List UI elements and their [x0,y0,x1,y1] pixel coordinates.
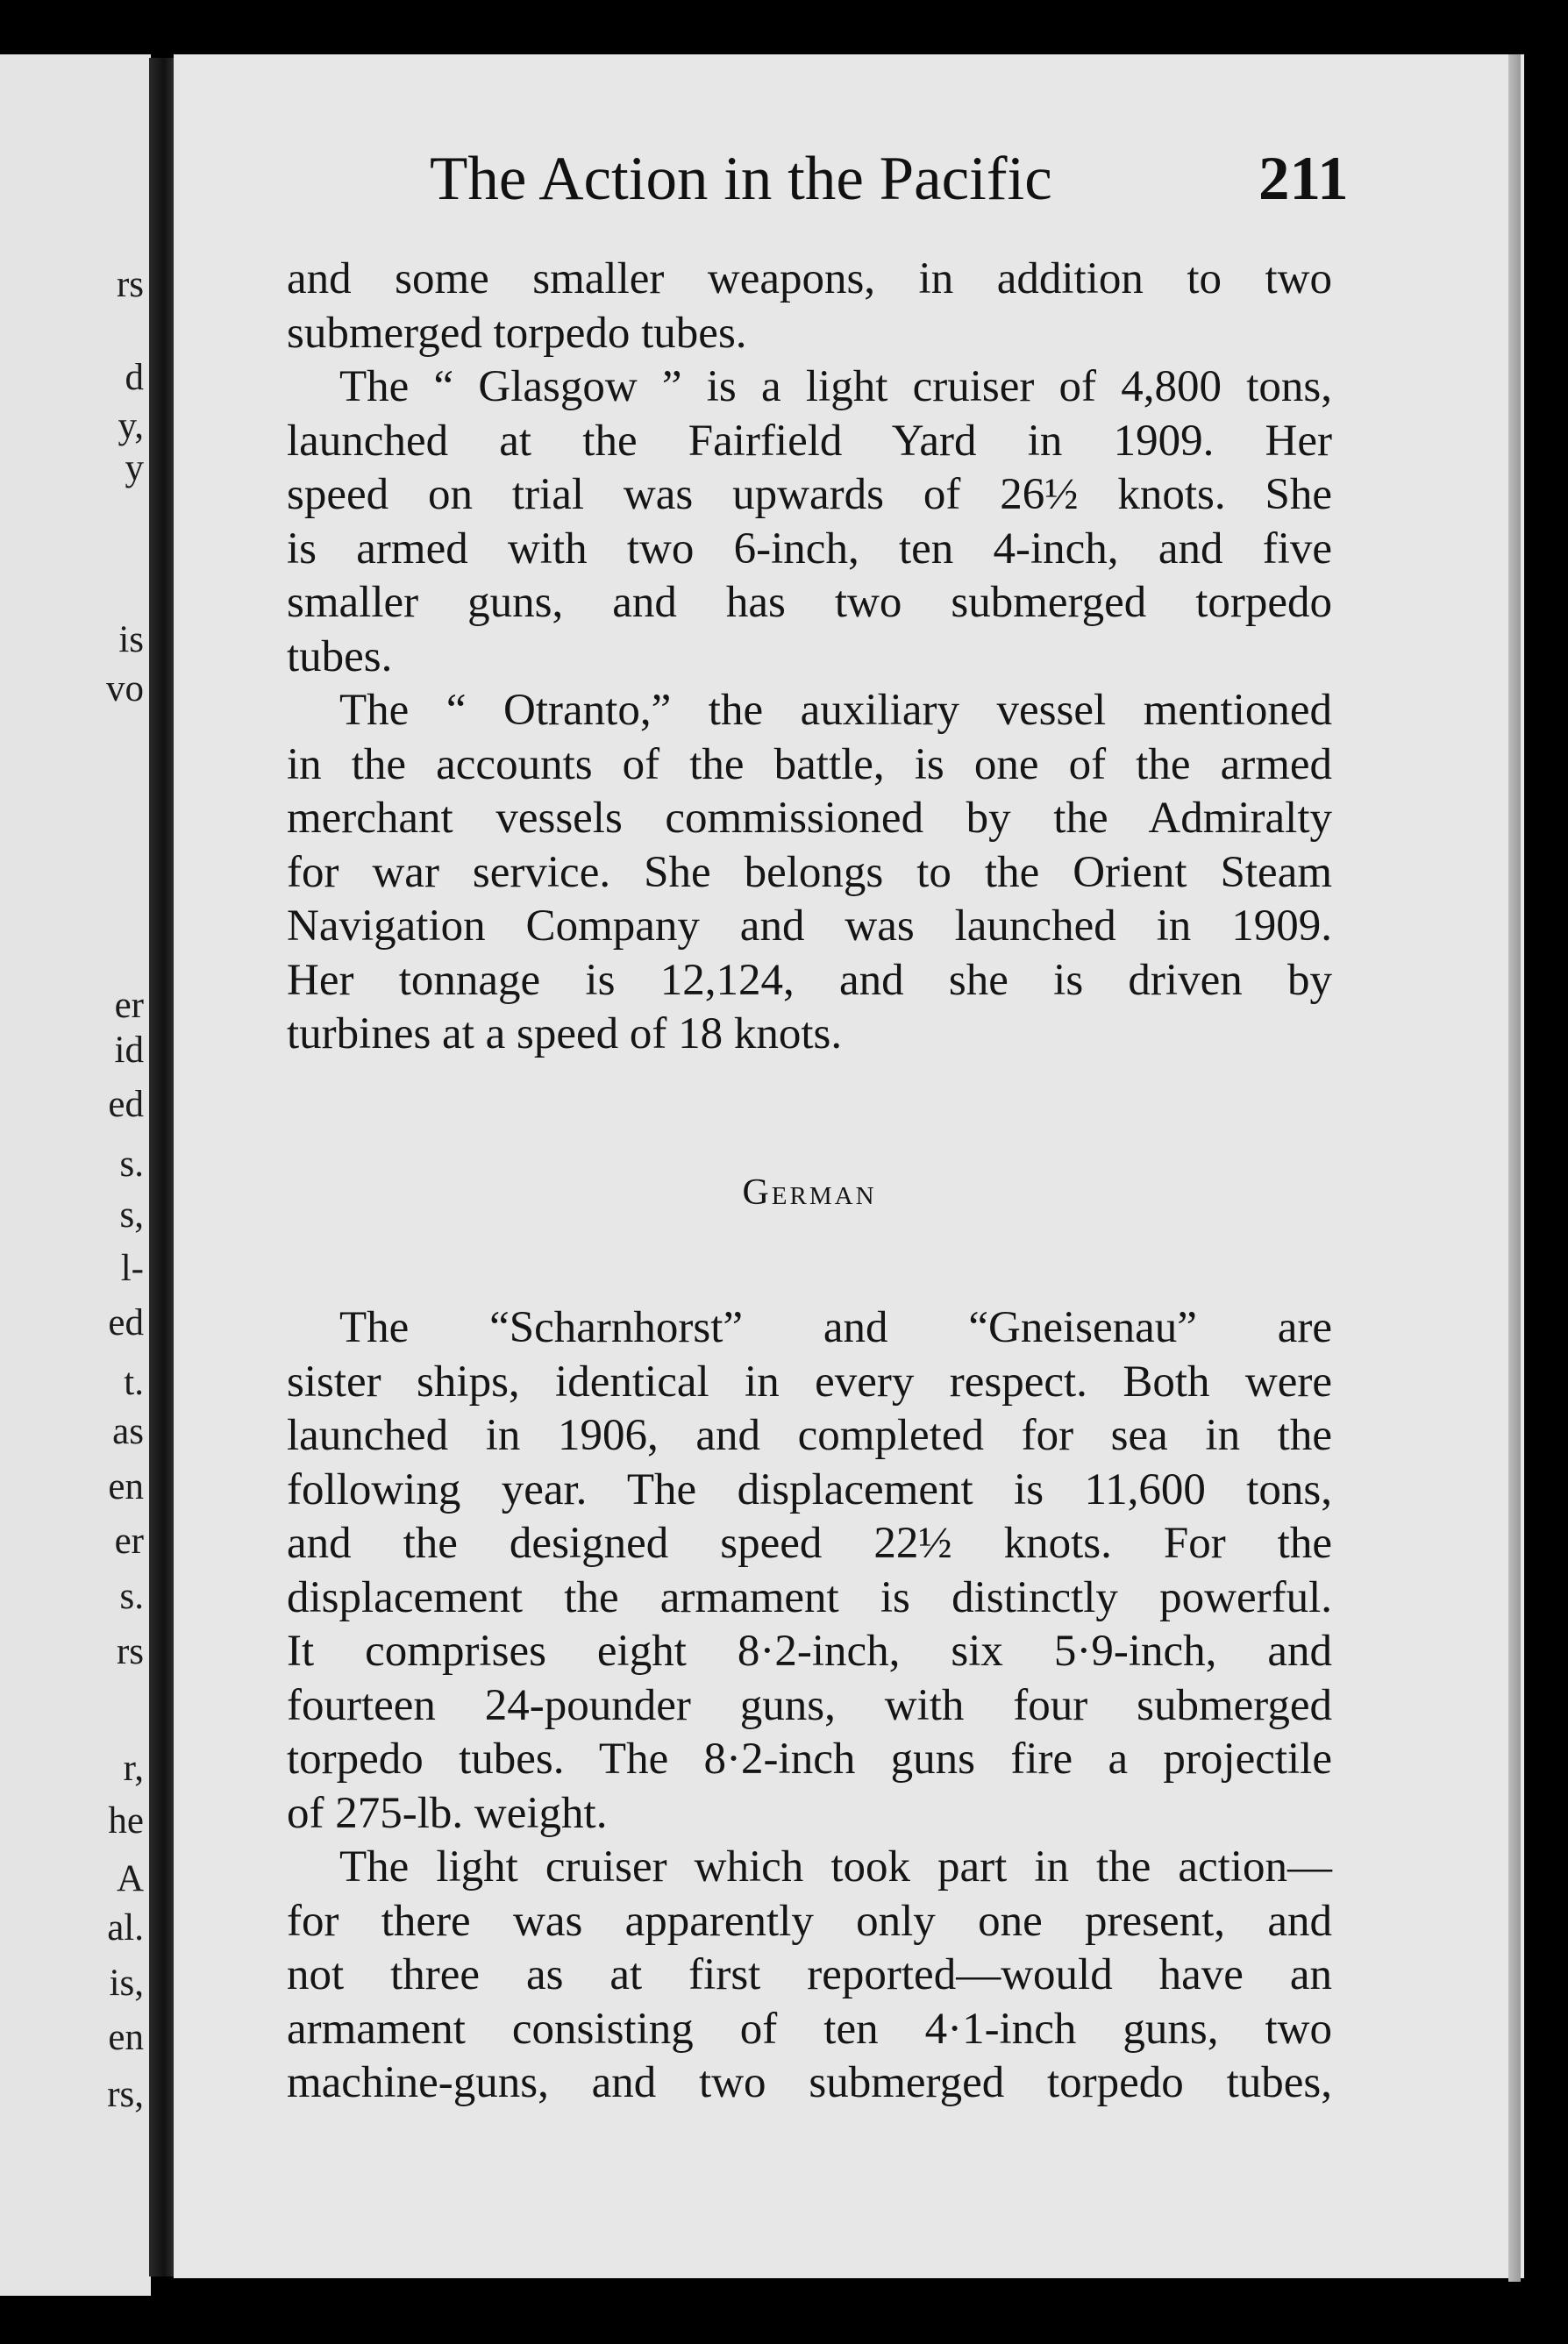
facing-page-text-fragment: he [108,1799,144,1842]
facing-page-text-fragment: d [125,357,144,399]
facing-page-text-fragment: rs, [107,2073,144,2115]
facing-page-text-fragment: al. [107,1907,144,1949]
text-line: displacement the armament is distinctly powerful. [287,1572,1332,1622]
text-line: for there was apparently only one present, and [287,1896,1332,1946]
facing-page-text-fragment: t. [124,1361,144,1403]
text-line: torpedo tubes. The 8·2-inch guns fire a projectile [287,1735,1332,1784]
facing-page-text-fragment: y, [118,404,144,446]
text-line: The light cruiser which took part in the action— [339,1842,1332,1892]
facing-page-text-fragment: as [112,1411,144,1453]
text-line: sister ships, identical in every respect. Both were [287,1357,1332,1407]
text-line: The “ Glasgow ” is a light cruiser of 4,800 tons, [339,362,1332,411]
facing-page-text-fragment: is [118,618,144,660]
facing-page-text-fragment: ed [108,1083,144,1125]
facing-page-text-fragment: er [114,985,144,1027]
text-line: smaller guns, and has two submerged torpedo [287,578,1332,627]
body-text-lower [287,1301,1332,2111]
running-title: The Action in the Pacific [430,145,1052,213]
facing-page-text-fragment: s. [119,1144,144,1186]
text-line: turbines at a speed of 18 knots. [287,1009,843,1058]
facing-page-text-fragment: A [116,1858,144,1900]
facing-page-text-fragment: vo [106,667,144,709]
text-line: is armed with two 6-inch, ten 4-inch, and five [287,524,1332,574]
text-line: armament consisting of ten 4·1-inch guns, two [287,2004,1332,2054]
facing-page-text-fragment: s. [119,1575,144,1617]
text-line: speed on trial was upwards of 26½ knots. She [287,470,1332,519]
facing-page-text-fragment: is, [109,1963,144,2005]
text-line: for war service. She belongs to the Orient Steam [287,847,1332,897]
facing-page-text-fragment: ed [108,1301,144,1343]
text-line: Her tonnage is 12,124, and she is driven by [287,955,1332,1005]
page-number: 211 [1258,145,1349,213]
facing-page-text-fragment: rs [116,1630,144,1672]
facing-page-text-fragment: id [114,1030,144,1072]
text-line: and the designed speed 22½ knots. For the [287,1519,1332,1568]
facing-page-text-fragment: rs [116,264,144,306]
text-line: merchant vessels commissioned by the Admiralty [287,794,1332,843]
page-edge [1508,54,1521,2282]
facing-page-text-fragment: y [125,446,144,488]
facing-page-text-fragment: en [108,2016,144,2058]
facing-page-fragment [0,54,151,2296]
text-line: machine-guns, and two submerged torpedo tubes, [287,2058,1332,2107]
facing-page-text-fragment: l- [120,1248,144,1290]
text-line: in the accounts of the battle, is one of the armed [287,739,1332,789]
running-head [254,144,1349,214]
text-line: submerged torpedo tubes. [287,308,747,358]
facing-page-text-fragment: en [108,1466,144,1508]
text-line: launched in 1906, and completed for sea in the [287,1411,1332,1460]
text-line: launched at the Fairfield Yard in 1909. Her [287,416,1332,466]
facing-page-text-fragment: s, [119,1194,144,1236]
text-line: The “Scharnhorst” and “Gneisenau” are [339,1303,1332,1352]
text-line: not three as at first reported—would have an [287,1950,1332,1999]
section-heading: German [742,1172,877,1213]
text-line: Navigation Company and was launched in 1909. [287,901,1332,951]
text-line: following year. The displacement is 11,600 tons, [287,1464,1332,1514]
text-line: It comprises eight 8·2-inch, six 5·9-inch, and [287,1627,1332,1676]
text-line: tubes. [287,631,393,681]
text-line: of 275-lb. weight. [287,1788,608,1838]
facing-page-text-fragment: r, [123,1747,144,1789]
body-text-upper [287,253,1332,1062]
facing-page-text-fragment: er [114,1520,144,1562]
text-line: and some smaller weapons, in addition to two [287,254,1332,303]
text-line: The “ Otranto,” the auxiliary vessel mentioned [339,686,1332,735]
text-line: fourteen 24-pounder guns, with four submerged [287,1680,1332,1730]
